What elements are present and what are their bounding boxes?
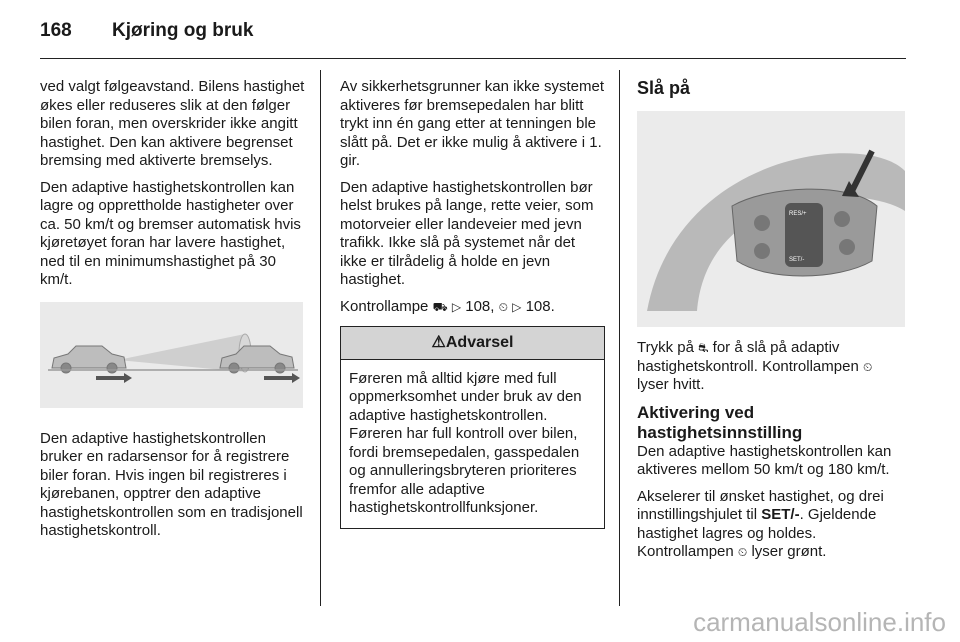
warning-text: Føreren må alltid kjøre med full oppmerksomhet under bruk av den adaptive hastighetskontrollen. Føreren har full kontroll over bilen, fordi bremsepedalen, gasspedalen og annulleringsbryteren prioriteres fremfor alle adaptive hastighetskontrollfunksjoner. (349, 369, 582, 516)
col2-paragraph-1: Av sikkerhetsgrunner kan ikke systemet aktiveres før bremsepedalen har blitt trykt inn én gang etter at tenningen ble slått på. Det er ikke mulig å aktivere i 1. gir. (340, 78, 605, 169)
radar-illustration (40, 302, 303, 408)
col1-paragraph-2: Den adaptive hastighetskontrollen kan lagre og opprettholde hastigheter over ca. 50 km/t og bremser automatisk hvis kjøretøyet foran har lavere hastighet, ned til en minimumshastighet på 30 km/t. (40, 178, 301, 288)
button-icon (754, 243, 770, 259)
arrow-right-icon (96, 373, 132, 383)
cruise-control-indicator-icon: ⏲ (862, 359, 873, 374)
cruise-control-indicator-icon: ⏲ (737, 545, 748, 559)
cruise-control-indicator-icon: ⏲ (498, 299, 508, 314)
page-header (40, 20, 253, 42)
button-icon (839, 239, 855, 255)
page-reference-icon: ▷ (512, 299, 522, 314)
adaptive-cruise-button-icon: ⛐ (698, 341, 709, 355)
col3-paragraph-3: Akselerer til ønsket hastighet, og drei innstillingshjulet til SET/-. Gjeldende hastighet lagres og holdes. Kontrollampen ⏲ lyser grønt. (637, 487, 884, 560)
col2-paragraph-3: Kontrollampe ⛟ ▷ 108, ⏲ ▷ 108. (340, 297, 555, 315)
steering-wheel-diagram (637, 111, 905, 327)
car-rear-icon (52, 346, 126, 373)
watermark: carmanualsonline.info (693, 607, 946, 637)
steering-wheel-illustration (637, 111, 905, 327)
radar-diagram (40, 302, 303, 408)
warning-box (340, 326, 605, 529)
wheel-label-res: RES/+ (789, 211, 807, 217)
button-icon (754, 215, 770, 231)
header-rule (40, 58, 906, 59)
col3-paragraph-1: Trykk på ⛐ for å slå på adaptiv hastighetskontroll. Kontrollampen ⏲ lyser hvitt. (637, 339, 873, 393)
warning-title: Advarsel (445, 334, 514, 351)
column-divider-2 (619, 70, 620, 606)
section-heading: Slå på (637, 78, 691, 98)
arrow-right-icon (264, 373, 300, 383)
column-1 (40, 78, 305, 549)
wheel-label-set: SET/- (789, 257, 805, 263)
subsection-heading: Aktivering ved hastighetsinnstilling (637, 402, 803, 442)
column-2 (340, 78, 605, 529)
column-3 (637, 78, 905, 570)
col1-paragraph-3: Den adaptive hastighetskontrollen bruker en radarsensor for å registrere biler foran. Hvis ingen bil registreres i kjørebanen, opptrer den adaptive hastighetskontrollen som en tradisjonell hastighetskontroll. (40, 429, 303, 539)
page-reference-icon: ▷ (451, 299, 462, 314)
warning-triangle-icon: ⚠ (431, 334, 446, 351)
col3-paragraph-2: Den adaptive hastighetskontrollen kan aktiveres mellom 50 km/t og 180 km/t. (637, 442, 892, 478)
col2-paragraph-2: Den adaptive hastighetskontrollen bør helst brukes på lange, rette veier, som motorveier eller landeveier med jevn trafikk. Ikke slå på systemet når det ikke er tilrådelig å holde en jevn hastighet. (340, 178, 594, 288)
button-icon (834, 211, 850, 227)
car-indicator-icon: ⛟ (432, 299, 448, 314)
chapter-title: Kjøring og bruk (112, 20, 254, 41)
col1-paragraph-1: ved valgt følgeavstand. Bilens hastighet økes eller reduseres slik at den følger bilen foran, men overskrider ikke angitt hastighet. Den kan aktivere begrenset bremsing med aktiverte bremselys. (40, 78, 305, 169)
warning-header (341, 327, 604, 360)
page-number: 168 (40, 20, 72, 41)
column-divider-1 (320, 70, 321, 606)
